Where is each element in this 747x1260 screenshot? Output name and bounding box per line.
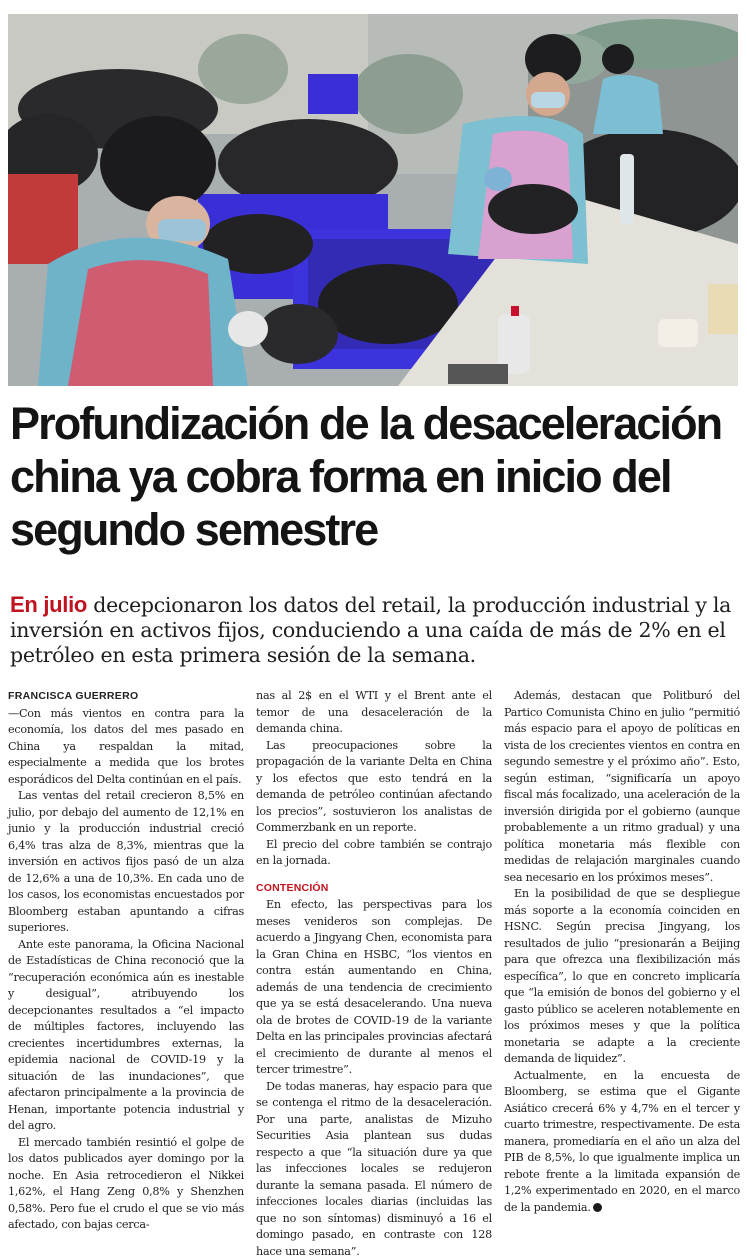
paragraph: —Con más vientos en contra para la economía, los datos del mes pasado en China ya respaldan la mitad, especialmente a medida que los brotes esporádicos del Delta continúan en el país. [8,706,244,789]
column-1 [8,688,244,1234]
paragraph [504,1068,740,1217]
column-3 [504,688,740,1216]
article-body [8,688,740,1168]
paragraph: nas al 2$ en el WTI y el Brent ante el temor de una desaceleración de la demanda china. [256,688,492,738]
lede [10,592,738,668]
byline: FRANCISCA GUERRERO [8,688,244,705]
paragraph: Las ventas del retail crecieron 8,5% en julio, por debajo del aumento de 12,1% en junio y la producción industrial creció 6,4% tras alza de 8,3%, mientras que la inversión en activos fijos pasó de un alza de 12,6% a una de 10,3%. En cada uno de los casos, los economistas encuestados por Bloomberg estaban apuntando a cifras superiores. [8,788,244,937]
lede-text: decepcionaron los datos del retail, la producción industrial y la inversión en activos fijos, conduciendo a una caída de más de 2% en el petróleo en esta primera sesión de la semana. [10,593,731,667]
headline: Profundización de la desaceleración china ya cobra forma en inicio del segundo semestre [10,397,738,556]
paragraph: En la posibilidad de que se despliegue más soporte a la economía coinciden en HSNC. Según precisa Jingyang, los resultados de julio “presionarán a Beijing para que ofrezca una flexibilización más específica”, lo que en concreto implicaría que “la emisión de bonos del gobierno y el gasto público se aceleren notablemente en los próximos meses y que la política monetaria se adapte a la creciente demanda de liquidez”. [504,886,740,1068]
paragraph-text: Actualmente, en la encuesta de Bloomberg, se estima que el Gigante Asiático crecerá 6% y 4,7% en el tercer y cuarto trimestre, respectivamente. De esta manera, promediaría en el año un alza del PIB de 8,5%, lo que igualmente implica un rebote frente a la limitada expansión de 1,2% experimentado en 2020, en el marco de la pandemia. [504,1069,740,1214]
paragraph: En efecto, las perspectivas para los meses venideros son complejas. De acuerdo a Jingyang Chen, economista para la Gran China en HSBC, “los vientos en contra están aumentando en China, además de una tendencia de crecimiento que ya se está desacelerando. Una nueva ola de brotes de COVID-19 de la variante Delta en las principales provincias afectará el crecimiento de durante al menos el tercer trimestre”. [256,897,492,1079]
paragraph: De todas maneras, hay espacio para que se contenga el ritmo de la desaceleración. Por una parte, analistas de Mizuho Securities Asia plantean sus dudas respecto a que “la situación dure ya que las infecciones locales se redujeron durante la semana pasada. El número de infecciones locales diarias (incluidas las que no son síntomas) disminuyó a 16 el domingo pasado, en contraste con 128 hace una semana”. [256,1079,492,1260]
paragraph: El mercado también resintió el golpe de los datos publicados ayer domingo por la noche. En Asia retrocedieron el Nikkei 1,62%, el Hang Zeng 0,8% y Shenzhen 0,58%. Pero fue el crudo el que se vio más afectado, con bajas cerca- [8,1135,244,1234]
factory-workers-photo [8,14,738,386]
paragraph: Las preocupaciones sobre la propagación de la variante Delta en China y los efectos que esto tendrá en la demanda de petróleo continúan afectando los precios”, sostuvieron los analistas de Commerzbank en un reporte. [256,738,492,837]
paragraph: El precio del cobre también se contrajo en la jornada. [256,837,492,870]
subhead: CONTENCIÓN [256,880,492,897]
column-2 [256,688,492,1260]
paragraph: Ante este panorama, la Oficina Nacional de Estadísticas de China reconoció que la “recuperación económica aún es inestable y desigual”, atribuyendo los decepcionantes resultados a “el impacto de múltiples factores, incluyendo las crecientes incertidumbres externas, la epidemia nacional de COVID-19 y la situación de las inundaciones”, que afectaron principalmente a la provincia de Henan, importante potencia industrial y del agro. [8,937,244,1135]
lede-lead: En julio [10,592,87,617]
end-of-article-icon: P [593,1203,602,1212]
paragraph: Además, destacan que Politburó del Partico Comunista Chino en julio “permitió más espacio para el apoyo de políticas en vista de los crecientes vientos en contra en segundo semestre y el próximo año”. Esto, según estiman, “significaría un apoyo fiscal más focalizado, una aceleración de la inversión dirigida por el gobierno (aunque probablemente a un ritmo gradual) y una política monetaria más flexible con medidas de relajación marginales cuando sea necesario en los próximos meses”. [504,688,740,886]
article-photo [8,14,738,386]
